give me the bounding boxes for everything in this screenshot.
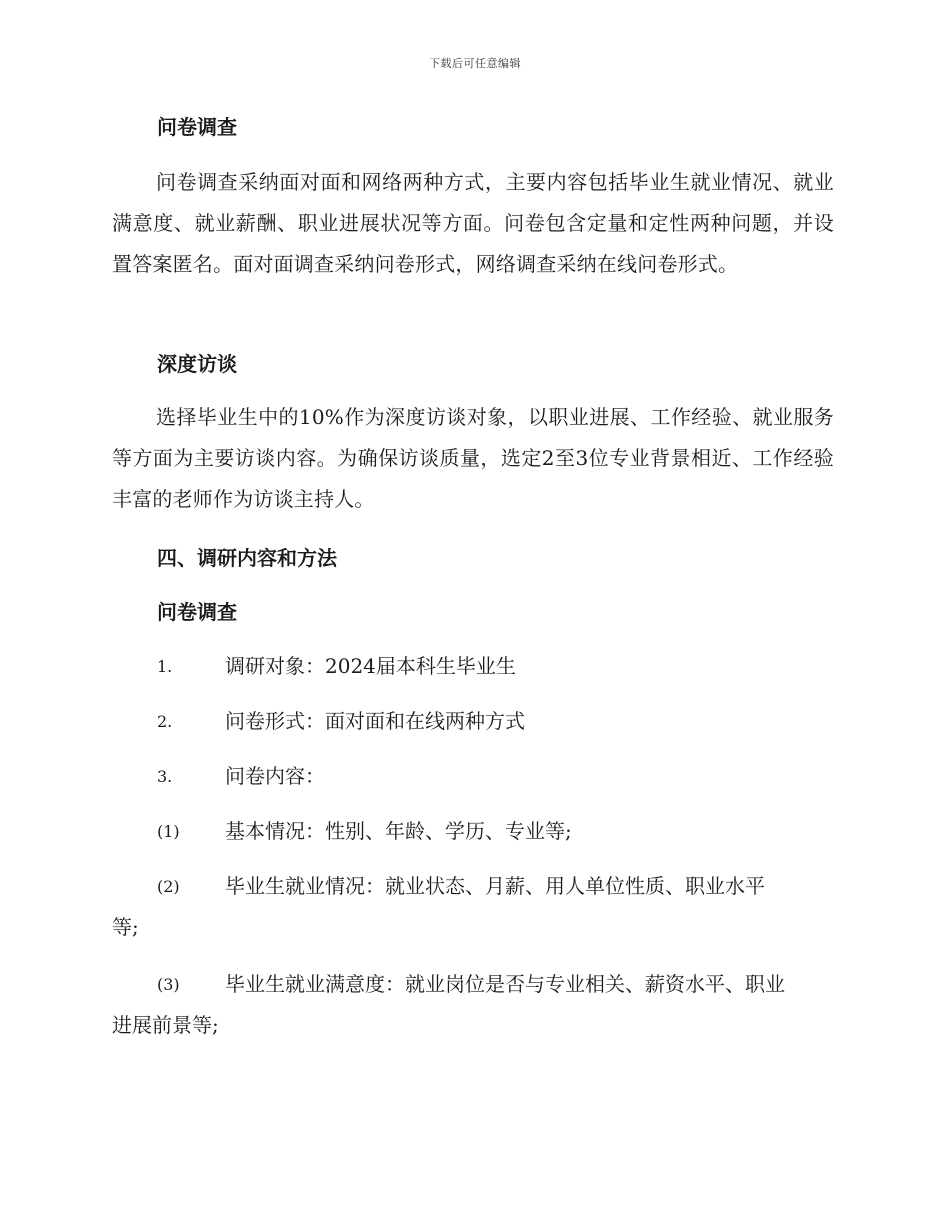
list-item-text: 问卷形式：面对面和在线两种方式 [225,709,525,733]
list-marker: 1. [157,657,173,676]
list-item [112,866,834,948]
list-item-text: 基本情况：性别、年龄、学历、专业等; [225,819,572,843]
list-marker: (3) [157,975,180,994]
list-item-continuation: 等; [112,915,139,939]
list-item [112,701,834,742]
list-item-text: 毕业生就业满意度：就业岗位是否与专业相关、薪资水平、职业 [225,972,785,996]
list-item [112,756,834,797]
section-heading-interview: 深度访谈 [157,352,237,376]
list-marker: (2) [157,877,180,896]
paragraph-questionnaire: 问卷调查采纳面对面和网络两种方式，主要内容包括毕业生就业情况、就业满意度、就业薪酬、职业进展状况等方面。问卷包含定量和定性两种问题，并设置答案匿名。面对面调查采纳问卷形式，网络调查采纳在线问卷形式。 [112,170,834,276]
header-note: 下载后可任意编辑 [429,57,521,70]
list-item [112,646,834,687]
list-item-text: 毕业生就业情况：就业状态、月薪、用人单位性质、职业水平 [225,874,765,898]
list-item-text: 问卷内容： [225,764,325,788]
list-item [112,964,834,1046]
section-heading-questionnaire-2: 问卷调查 [157,600,237,624]
section-heading-questionnaire: 问卷调查 [157,115,237,139]
list-marker: 2. [157,712,173,731]
list-item-text: 调研对象：2024届本科生毕业生 [225,654,516,678]
list-marker: (1) [157,822,180,841]
paragraph-interview: 选择毕业生中的10%作为深度访谈对象，以职业进展、工作经验、就业服务等方面为主要访谈内容。为确保访谈质量，选定2至3位专业背景相近、工作经验丰富的老师作为访谈主持人。 [112,405,834,511]
section-heading-content-methods: 四、调研内容和方法 [157,546,337,570]
list-item-continuation: 进展前景等; [112,1013,219,1037]
list-marker: 3. [157,767,173,786]
list-item [112,811,834,852]
